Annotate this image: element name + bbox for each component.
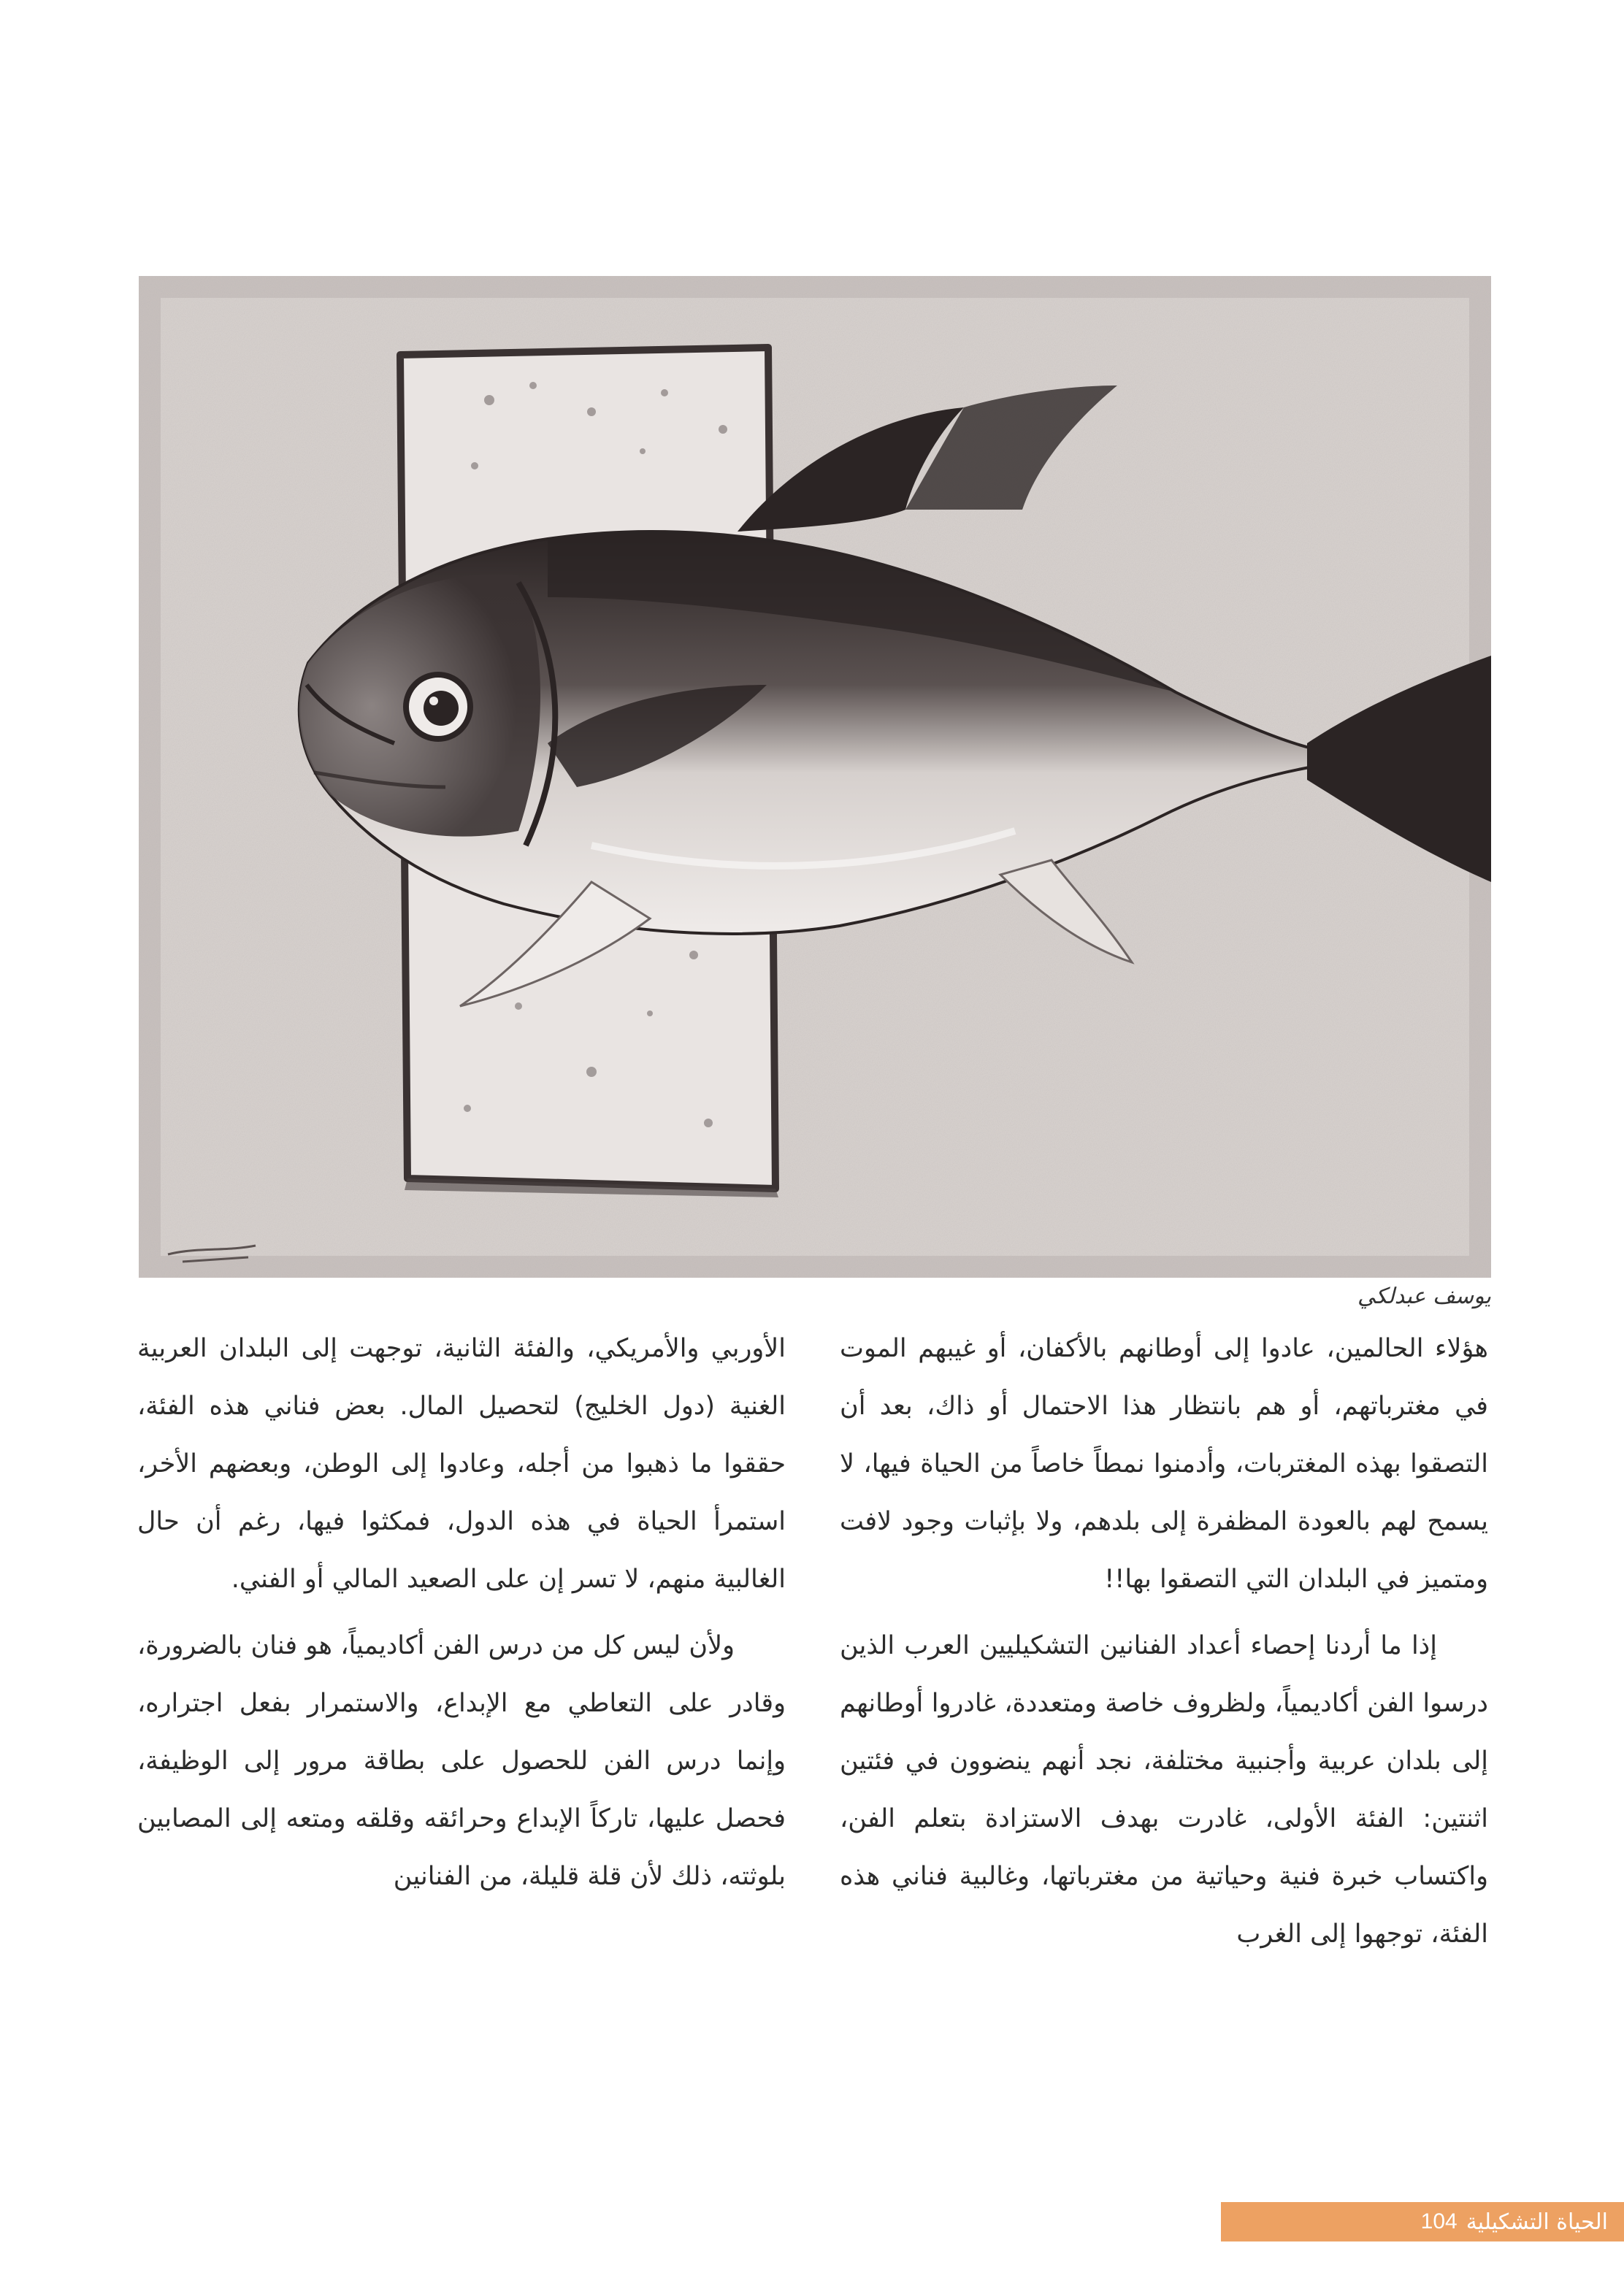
text-column-right bbox=[840, 1320, 1488, 1972]
fish-drawing bbox=[139, 276, 1491, 1278]
paragraph: الأوربي والأمريكي، والفئة الثانية، توجهت إلى البلدان العربية الغنية (دول الخليج) لتحصيل المال. بعض فناني هذه الفئة، حققوا ما ذهبوا من أجله، وعادوا إلى الوطن، وبعضهم الأخر، استمرأ الحياة في هذه الدول، فمكثوا فيها، رغم أن حال الغالبية منهم، لا تسر إن على الصعيد المالي أو الفني. bbox=[137, 1334, 786, 1594]
page-number: 104 bbox=[1420, 2209, 1458, 2233]
text-column-left bbox=[137, 1320, 786, 1914]
paragraph: هؤلاء الحالمين، عادوا إلى أوطانهم بالأكفان، أو غيبهم الموت في مغترباتهم، أو هم بانتظار هذا الاحتمال أو ذاك، بعد أن التصقوا بهذه المغتربات، وأدمنوا نمطاً خاصاً من الحياة فيها، لا يسمح لهم بالعودة المظفرة إلى بلدهم، ولا بإثبات وجود لافت ومتميز في البلدان التي التصقوا بها!! bbox=[840, 1334, 1488, 1594]
fish-artwork bbox=[139, 276, 1491, 1278]
paragraph: ولأن ليس كل من درس الفن أكاديمياً، هو فنان بالضرورة، وقادر على التعاطي مع الإبداع، والاستمرار بفعل اجتراره، وإنما درس الفن للحصول على بطاقة مرور إلى الوظيفة، فحصل عليها، تاركاً الإبداع وحرائقه وقلقه ومتعه إلى المصابين بلوثته، ذلك لأن قلة قليلة، من الفنانين bbox=[137, 1631, 786, 1891]
paragraph: إذا ما أردنا إحصاء أعداد الفنانين التشكيليين العرب الذين درسوا الفن أكاديمياً، ولظروف خاصة ومتعددة، غادروا أوطانهم إلى بلدان عربية وأجنبية مختلفة، نجد أنهم ينضوون في فئتين اثنتين: الفئة الأولى، غادرت بهدف الاستزادة بتعلم الفن، واكتساب خبرة فنية وحياتية من مغترباتها، وغالبية فناني هذه الفئة، توجهوا إلى الغرب bbox=[840, 1631, 1488, 1949]
artwork-caption: يوسف عبدلكي bbox=[1357, 1284, 1491, 1309]
magazine-title: الحياة التشكيلية bbox=[1466, 2209, 1608, 2235]
page-footer bbox=[1221, 2202, 1624, 2241]
